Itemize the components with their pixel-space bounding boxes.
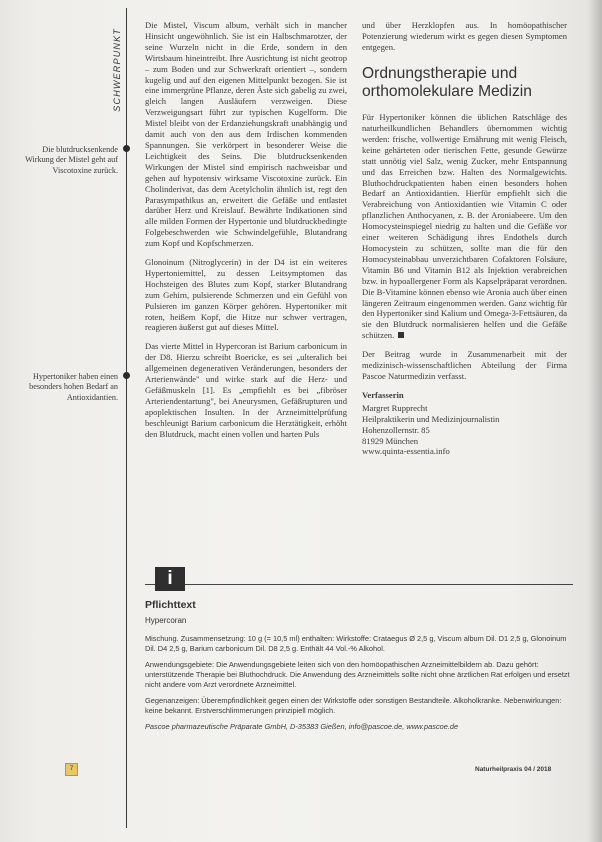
margin-note-antioxidantien: Hypertoniker haben einen besonders hohen Bedarf an Antioxidantien. <box>29 372 118 402</box>
author-title: Heilpraktikerin und Medizinjournalistin <box>362 413 500 424</box>
author-city: 81929 München <box>362 435 419 446</box>
section-heading: Ordnungstherapie und orthomolekulare Medizin <box>362 64 532 101</box>
info-paragraph: Anwendungsgebiete: Die Anwendungsgebiete leiten sich von den homöopathischen Arzneimittelbildern ab. Dazu gehört: unterstützende Therapie bei Bluthochdruck. Die Anwendung des Arzneimittels sollte nicht ohne ärztlichen Rat erfolgen und ersetzt nicht andere vom Arzt verordnete Arzneimittel. <box>145 659 570 689</box>
author-website: www.quinta-essentia.info <box>362 446 450 457</box>
right-column <box>362 20 567 457</box>
end-mark-icon <box>398 332 404 338</box>
paragraph: Die Mistel, Viscum album, verhält sich in mancher Hinsicht ungewöhnlich. Sie ist ein Halbschmarotzer, der seine Wurzeln nicht in die Erde, sondern in den Wirtsbaum hineintreibt. Ihre Ausrichtung ist nicht geotrop – zum Boden und zur Schwerkraft orientiert –, sondern kugelig und auf den eigenen Mittelpunkt bezogen. Sie ist eine immergrüne Pflanze, deren Äste sich gabelig zu zwei, gleich langen Ausläufern verzweigen. Diese Verzweigungsart führt zur typischen Kugelform. Die Mistel bleibt von der Erdanziehungskraft unabhängig und damit auch von den aus dem Irdischen kommenden Spannungen. Sie verkörpert in besonderer Weise die Leichtigkeit des Seins. Die blutdrucksenkenden Wirkungen der Mistel sind empirisch nachweisbar und gehen auf hypotensiv wirksame Viscotoxine zurück. Ein Cholinderivat, das dem Acetylcholin ähnlich ist, regt den Parasympathikus an, erweitert die Gefäße und entlastet darüber Herz und Kreislauf. Bewährte Indikationen sind alle milden Formen der Hypertonie und blutdruckbedingte Folgebeschwerden wie Schwindelgefühle, Blutandrang zum Kopf und Kopfschmerzen. <box>145 20 347 249</box>
paragraph: und über Herzklopfen aus. In homöopathischer Potenzierung wiederum wirkt es gegen diesen Symptomen entgegen. <box>362 20 567 52</box>
journal-footer: Naturheilpraxis 04 / 2018 <box>475 766 552 773</box>
bullet-marker <box>123 372 130 379</box>
info-box-title: Pflichttext <box>145 599 196 611</box>
info-box-rule <box>145 584 573 585</box>
info-paragraph: Mischung. Zusammensetzung: 10 g (= 10,5 ml) enthalten: Wirkstoffe: Crataegus Ø 2,5 g, Viscum album Dil. D1 2,5 g, Glonoinum Dil. D4 2,5 g, Barium carbonicum Dil. D8 2,5 g. Enthält 44 Vol.-% Alkohol. <box>145 634 567 653</box>
info-icon: i <box>155 567 185 591</box>
vertical-rule <box>126 8 127 828</box>
page-fold-shadow <box>588 0 602 842</box>
company-line: Pascoe pharmazeutische Präparate GmbH, D-35383 Gießen, info@pascoe.de, www.pascoe.de <box>145 721 459 731</box>
paragraph: Glonoinum (Nitroglycerin) in der D4 ist ein weiteres Hypertoniemittel, zu dessen Leitsymptomen das Hochsteigen des Blutes zum Kopf, starker Blutandrang zum Gehirn, pulsierende Schmerzen und ein Gefühl von Pulsieren im ganzen Körper gehören. Hypertoniker mit roten, heißem Kopf, die Hitze nur schwer vertragen, reagieren äußerst gut auf dieses Mittel. <box>145 257 347 333</box>
paragraph: Für Hypertoniker können die üblichen Ratschläge des naturheilkundlichen Behandlers übernommen wichtig werden: frische, vollwertige Ernährung mit wenig Fleisch, keine gehärteten oder tierischen Fette, gesunde Gewürze statt unnötig viel Salz, wenig Zucker, mehr Entspannung und das Erreichen bzw. Halten des Normalgewichts. Bluthochdruckpatienten haben einen besonders hohen Bedarf an Antioxidantien. Hierfür empfiehlt sich die Verabreichung von Antioxidantien wie Vitamin C oder pflanzlichen Anthocyanen, z. B. der Aroniabeere. Um den Homocysteinspiegel niedrig zu halten und die Gefäße vor einer weiteren Schädigung ihres Endothels durch Homocystein zu schützen, sollte man die für den Homocysteinabbau unverzichtbaren Cofaktoren Folsäure, Vitamin B6 und Vitamin B12 als Injektion verabreichen bzw. in hypoallergener Form als Kapselpräparat verordnen. Die B-Vitamine können ebenso wie Aronia auch über einen längeren Zeitraum eingenommen werden. Ganz wichtig für den Hypertoniker sind Kalium und Omega-3-Fettsäuren, da sie den Blutdruck normalisieren helfen und die Gefäße schützen. <box>362 112 568 341</box>
info-box-text <box>145 634 570 738</box>
section-label: SCHWERPUNKT <box>112 28 122 112</box>
margin-note-mistel: Die blutdrucksenkende Wirkung der Mistel geht auf Viscotoxine zurück. <box>25 145 118 175</box>
author-name: Margret Rupprecht <box>362 402 428 413</box>
paragraph: Der Beitrag wurde in Zusammenarbeit mit der medizinisch-wissenschaftlichen Abteilung der Firma Pascoe Naturmedizin verfasst. <box>362 349 567 381</box>
info-paragraph: Gegenanzeigen: Überempfindlichkeit gegen einen der Wirkstoffe oder sonstigen Bestandteile. Alkoholkranke. Nebenwirkungen: keine bekannt. Erstverschlimmerungen prinzipiell möglich. <box>145 695 562 715</box>
left-column <box>145 20 347 448</box>
author-heading: Verfasserin <box>362 389 404 400</box>
page-number: 7 <box>65 763 78 776</box>
author-street: Hohenzollernstr. 85 <box>362 424 430 435</box>
info-box-product: Hypercoran <box>145 616 187 625</box>
bullet-marker <box>123 145 130 152</box>
paragraph: Das vierte Mittel in Hypercoran ist Barium carbonicum in der D8. Hierzu schreibt Boericke, es sei „ulteralich bei allgemeinen degenerativen Veränderungen, besonders der Arterienwände" und wirke stark auf die Herz- und Gefäßmuskeln [1]. Es „empfiehlt es bei „fibröser Arteriendentartung", bei Aneurysmen, Gefäßrupturen und apoplektischen Insulten. In der Arzneimittelprüfung beschleunigt Barium carbonicum die Herztätigkeit, erhöht den Blutdruck, macht einen vollen und harten Puls <box>145 341 347 439</box>
